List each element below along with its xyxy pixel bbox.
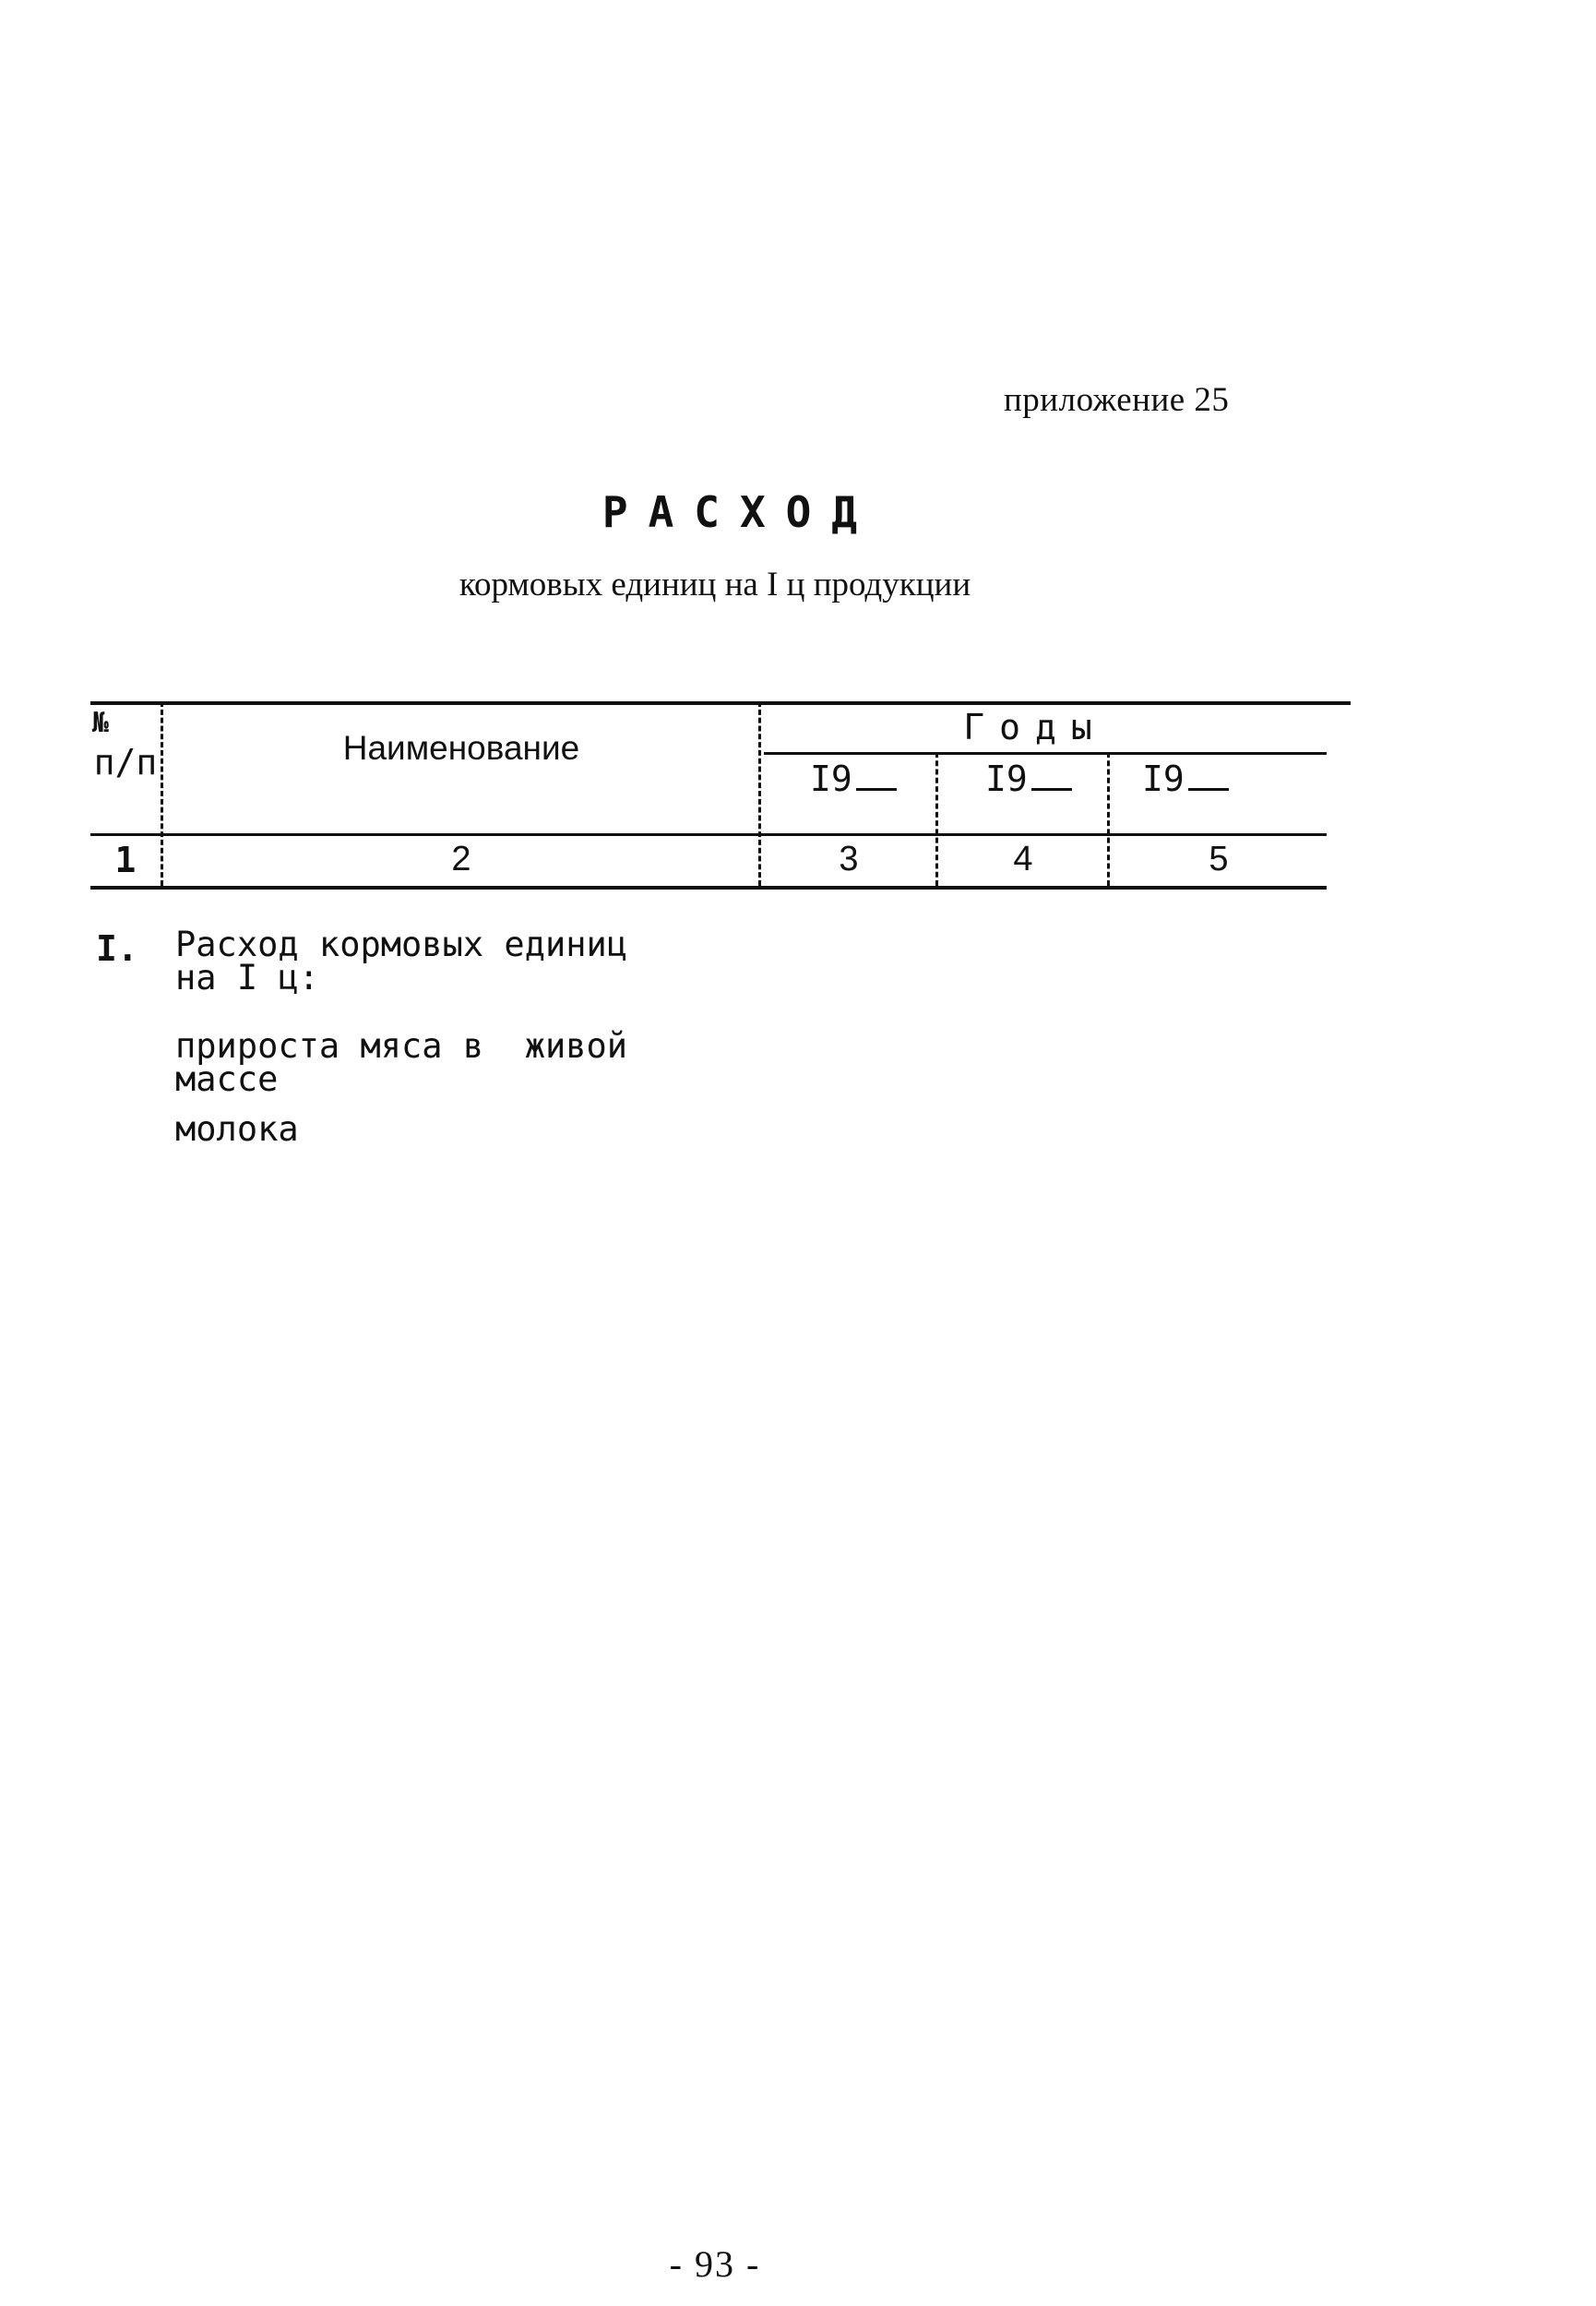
- column-number-3: 3: [839, 840, 859, 878]
- document-subtitle: кормовых единиц на I ц продукции: [459, 566, 971, 603]
- name-column-header: Наименование: [342, 729, 580, 767]
- year-column-2-header: [985, 759, 1072, 799]
- item-milk: молока: [175, 1109, 299, 1149]
- year-blank-line: [1188, 779, 1229, 791]
- section-heading-line2: на I ц:: [175, 958, 319, 998]
- years-divider-rule: [764, 752, 1327, 755]
- section-number: I.: [96, 928, 138, 969]
- year-blank-line: [856, 779, 897, 791]
- item-meat-gain-line2: массе: [175, 1059, 279, 1099]
- page-number: - 93 -: [669, 2243, 761, 2285]
- section-heading-line1: Расход кормовых единиц: [175, 925, 628, 964]
- number-column-header: п/п: [93, 742, 158, 783]
- year-blank-line: [1031, 779, 1072, 791]
- header-bottom-rule: [90, 833, 1327, 836]
- years-group-header: Годы: [963, 707, 1107, 747]
- year-column-1-header: [810, 759, 897, 799]
- table-top-rule: [90, 701, 1351, 705]
- col-divider-4: [1107, 752, 1110, 886]
- year-column-3-header: [1142, 759, 1229, 799]
- col-divider-1: [161, 701, 163, 886]
- expense-table: [90, 701, 1351, 890]
- column-number-4: 4: [1013, 840, 1033, 878]
- col-divider-3: [935, 752, 938, 886]
- document-title: РАСХОД: [601, 487, 878, 537]
- number-column-header-symbol: №: [92, 707, 110, 739]
- column-number-5: 5: [1209, 840, 1229, 878]
- item-meat-gain-line1: прироста мяса в живой: [175, 1026, 628, 1066]
- year-prefix: I9: [985, 759, 1028, 799]
- column-number-2: 2: [451, 840, 471, 878]
- year-prefix: I9: [1142, 759, 1185, 799]
- appendix-label: приложение 25: [1004, 381, 1230, 419]
- year-prefix: I9: [810, 759, 852, 799]
- table-bottom-rule: [90, 886, 1327, 890]
- column-number-1: 1: [114, 840, 137, 880]
